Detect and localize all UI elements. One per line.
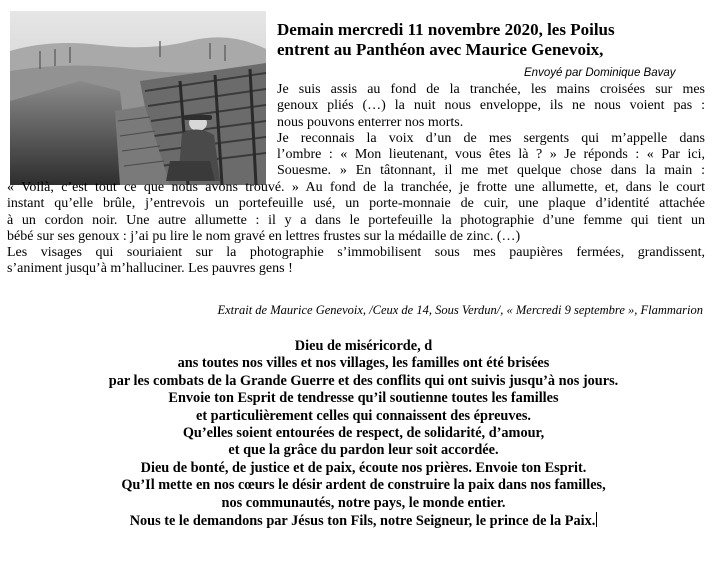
- text-cursor: [596, 512, 597, 527]
- prayer-line: Nous te le demandons par Jésus ton Fils, notre Seigneur, le prince de la Paix.: [129, 513, 596, 530]
- prayer-line: et particulièrement celles qui connaissent des épreuves.: [195, 407, 531, 424]
- excerpt-line: Les visages qui souriaient sur la photographie s’immobilisent sous mes paupières fermées, grandissent,: [7, 245, 705, 261]
- prayer-text: [0, 338, 727, 530]
- byline: Envoyé par Dominique Bavay: [524, 67, 676, 79]
- excerpt-line: à un cordon noir. Une autre allumette : il y a dans le portefeuille la photographie d’une femme qui tient un: [7, 212, 705, 228]
- excerpt-line: genoux pliés (…) la nuit nous enveloppe, ils ne nous voient pas :: [277, 98, 705, 114]
- source-citation: Extrait de Maurice Genevoix, /Ceux de 14, Sous Verdun/, « Mercredi 9 septembre », Flammarion: [217, 303, 703, 317]
- title-line: entrent au Panthéon avec Maurice Genevoix,: [277, 40, 604, 59]
- prayer-line: ans toutes nos villes et nos villages, les familles ont été brisées: [177, 355, 550, 372]
- trench-photograph: [10, 11, 266, 185]
- excerpt-line: Je reconnais la voix d’un de mes sergents qui m’appelle dans: [277, 130, 705, 146]
- prayer-line: par les combats de la Grande Guerre et des conflits qui ont suivis jusqu’à nos jours.: [108, 372, 619, 389]
- title-line: Demain mercredi 11 novembre 2020, les Poilus: [277, 20, 615, 39]
- prayer-line: Qu’elles soient entourées de respect, de solidarité, d’amour,: [182, 425, 545, 442]
- excerpt-full-width: [7, 180, 705, 278]
- excerpt-line: instant qu’elle brûle, j’entrevois un portefeuille usé, un porte-monnaie de cuir, une plaque d’identité attachée: [7, 196, 705, 212]
- excerpt-line: nous pouvons enterrer nos morts.: [277, 114, 464, 130]
- prayer-line: Qu’Il mette en nos cœurs le désir ardent de construire la paix dans nos familles,: [121, 477, 606, 494]
- prayer-line: et que la grâce du pardon leur soit accordée.: [228, 442, 499, 459]
- excerpt-line: l’ombre : « Mon lieutenant, vous êtes là ? » Je réponds : « Par ici,: [277, 147, 705, 163]
- prayer-line: nos communautés, notre pays, le monde entier.: [221, 494, 506, 511]
- excerpt-line: Je suis assis au fond de la tranchée, les mains croisées sur mes: [277, 82, 705, 97]
- prayer-line: Dieu de miséricorde, d: [294, 338, 433, 354]
- excerpt-line: s’animent jusqu’à m’halluciner. Les pauvres gens !: [7, 261, 293, 277]
- excerpt-line: Souesme. » En tâtonnant, il me met quelque chose dans la main :: [277, 163, 705, 179]
- excerpt-line: bébé sur ses genoux : j’ai pu lire le nom gravé en lettres frustes sur la médaille de zinc. (…): [7, 228, 521, 244]
- excerpt-line: « Voilà, c’est tout ce que nous avons trouvé. » Au fond de la tranchée, je frotte une allumette, et, dans le court: [7, 180, 705, 195]
- prayer-line-last: [0, 512, 727, 530]
- excerpt-right-column: [277, 82, 705, 180]
- prayer-line: Envoie ton Esprit de tendresse qu’il soutienne toutes les familles: [168, 390, 559, 407]
- prayer-line: Dieu de bonté, de justice et de paix, écoute nos prières. Envoie ton Esprit.: [140, 459, 587, 476]
- article-title: [277, 20, 717, 60]
